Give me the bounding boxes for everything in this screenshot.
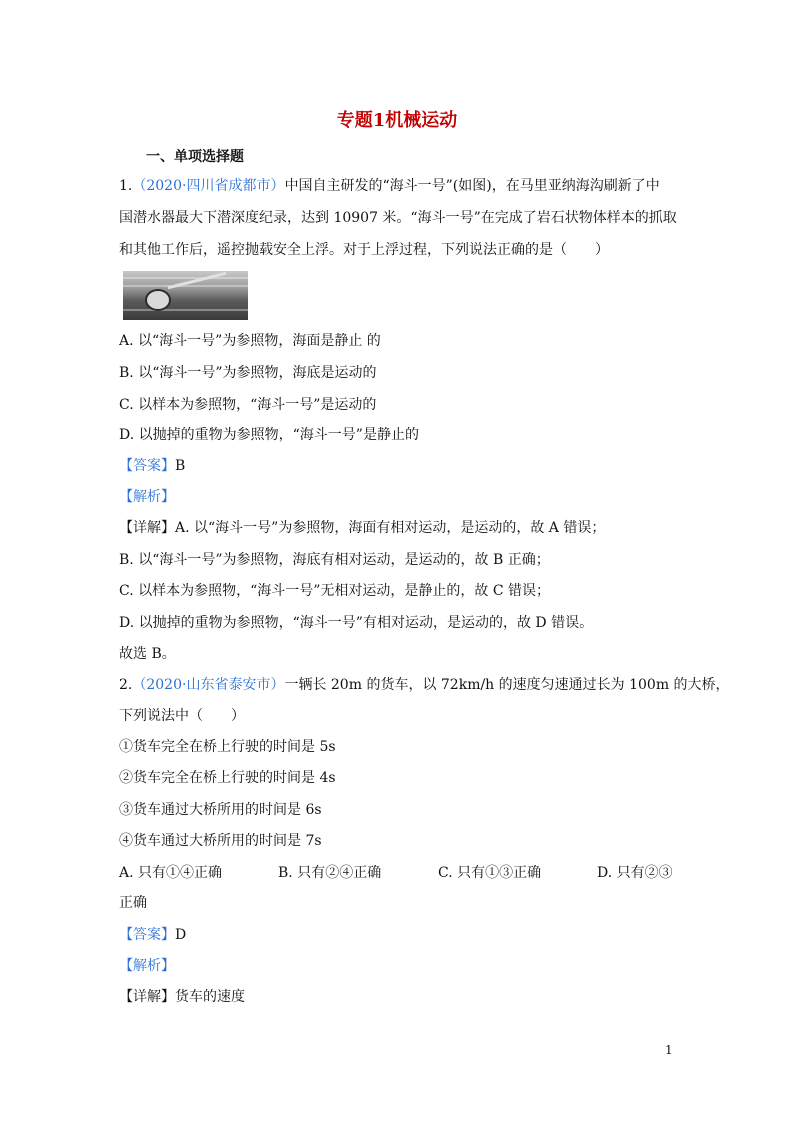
q2-analysis-tag: 【解析】 bbox=[119, 958, 175, 974]
q2-stem-2: 下列说法中（ ） bbox=[119, 708, 245, 724]
q1-stem-line-1 bbox=[119, 176, 660, 196]
submersible-photo bbox=[123, 271, 248, 320]
q2-option-b: B. 只有②④正确 bbox=[278, 865, 382, 881]
q1-answer-value: B bbox=[175, 458, 186, 474]
q2-stem-1: 一辆长 20m 的货车，以 72km/h 的速度匀速通过长为 100m 的大桥， bbox=[284, 677, 730, 693]
q2-statement-1: ①货车完全在桥上行驶的时间是 5s bbox=[119, 739, 336, 755]
q1-answer bbox=[119, 456, 185, 476]
page-title: 专题1机械运动 bbox=[336, 110, 458, 131]
q2-option-d: D. 只有②③ bbox=[597, 865, 673, 881]
q2-option-d-cont: 正确 bbox=[119, 895, 147, 911]
q1-detail-1-text: A. 以“海斗一号”为参照物，海面有相对运动，是运动的，故 A 错误； bbox=[175, 520, 606, 536]
q1-analysis-tag: 【解析】 bbox=[119, 489, 175, 505]
section-heading: 一、单项选择题 bbox=[146, 149, 244, 165]
q1-detail-4: D. 以抛掉的重物为参照物，“海斗一号”有相对运动，是运动的，故 D 错误。 bbox=[119, 615, 594, 631]
q1-option-d: D. 以抛掉的重物为参照物，“海斗一号”是静止的 bbox=[119, 427, 419, 443]
q2-source: （2020·山东省泰安市） bbox=[132, 677, 285, 693]
q2-answer-value: D bbox=[175, 927, 187, 943]
q2-statement-3: ③货车通过大桥所用的时间是 6s bbox=[119, 802, 322, 818]
q1-stem-2: 国潜水器最大下潜深度纪录，达到 10907 米。“海斗一号”在完成了岩石状物体样本的抓取 bbox=[119, 210, 677, 226]
page-number: 1 bbox=[665, 1043, 673, 1057]
q1-detail-2: B. 以“海斗一号”为参照物，海底有相对运动，是运动的，故 B 正确； bbox=[119, 552, 550, 568]
q1-stem-1: 中国自主研发的“海斗一号”(如图)，在马里亚纳海沟刷新了中 bbox=[284, 178, 660, 194]
q1-stem-3: 和其他工作后，遥控抛载安全上浮。对于上浮过程，下列说法正确的是（ ） bbox=[119, 242, 609, 258]
q2-detail-1 bbox=[119, 987, 245, 1007]
q2-answer bbox=[119, 925, 186, 945]
q2-option-a: A. 只有①④正确 bbox=[119, 865, 223, 881]
q2-number: 2. bbox=[119, 677, 133, 693]
q2-detail-tag: 【详解】 bbox=[119, 989, 175, 1005]
q1-answer-tag: 【答案】 bbox=[119, 458, 175, 474]
q1-detail-3: C. 以样本为参照物，“海斗一号”无相对运动，是静止的，故 C 错误； bbox=[119, 583, 551, 599]
q1-detail-tag: 【详解】 bbox=[119, 520, 175, 536]
q2-statement-2: ②货车完全在桥上行驶的时间是 4s bbox=[119, 770, 336, 786]
q1-option-a: A. 以“海斗一号”为参照物，海面是静止 的 bbox=[119, 333, 381, 349]
q2-option-c: C. 只有①③正确 bbox=[438, 865, 542, 881]
q1-conclusion: 故选 B。 bbox=[119, 646, 176, 662]
q2-detail-1-text: 货车的速度 bbox=[175, 989, 245, 1005]
q1-number: 1. bbox=[119, 178, 133, 194]
q1-option-b: B. 以“海斗一号”为参照物，海底是运动的 bbox=[119, 365, 377, 381]
q2-answer-tag: 【答案】 bbox=[119, 927, 175, 943]
q1-source: （2020·四川省成都市） bbox=[132, 178, 285, 194]
q2-stem-line-1 bbox=[119, 675, 730, 695]
q1-detail-1 bbox=[119, 518, 605, 538]
q2-statement-4: ④货车通过大桥所用的时间是 7s bbox=[119, 833, 322, 849]
submersible-icon bbox=[145, 289, 171, 311]
q1-option-c: C. 以样本为参照物，“海斗一号”是运动的 bbox=[119, 397, 377, 413]
